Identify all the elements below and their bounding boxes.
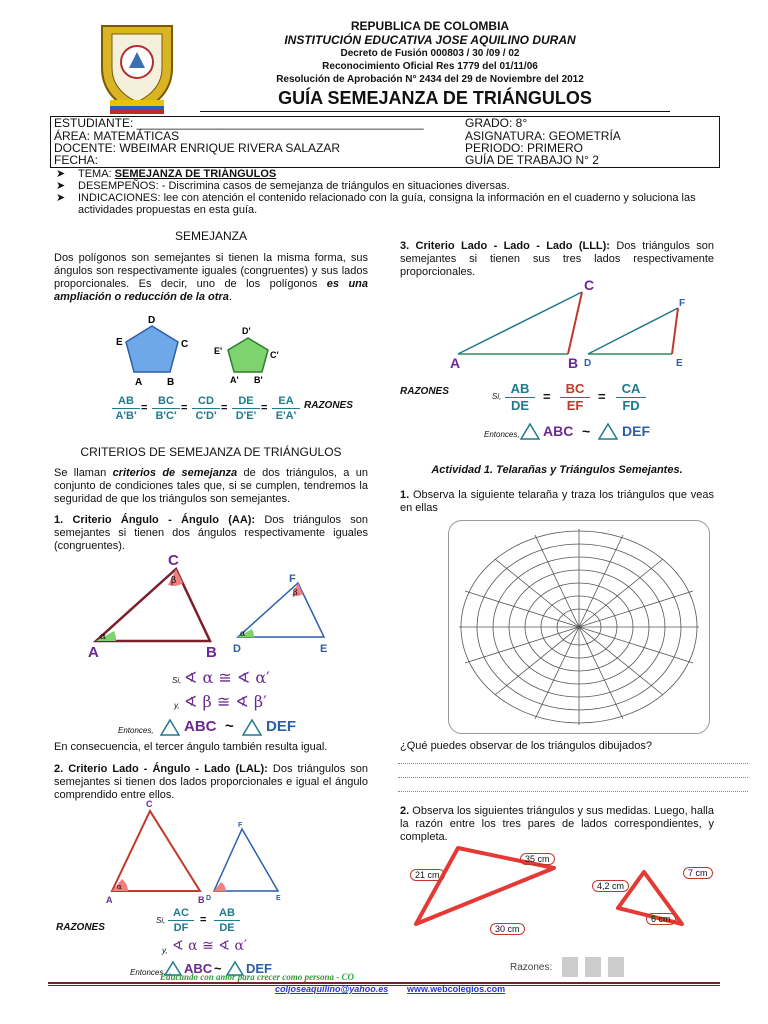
lal-ratio-ab: $\frac{AB}{DE}$: [214, 906, 240, 935]
ratios-label: Razones:: [510, 962, 553, 973]
svg-text:E: E: [276, 895, 281, 902]
page-title: GUÍA SEMEJANZA DE TRIÁNGULOS: [278, 88, 592, 108]
svg-text:C: C: [181, 339, 189, 350]
ratio-blank-2[interactable]: [585, 957, 601, 977]
svg-text:F: F: [289, 573, 296, 585]
semejanza-heading: SEMEJANZA: [174, 229, 247, 243]
lal-criterion-paragraph: 2. Criterio Lado - Ángulo - Lado (LAL): Dos triángulos son semejantes si tienen dos lados proporcionales e igual el ángulo comprendido entre ellos.: [54, 763, 368, 801]
svg-text:B': B': [254, 375, 263, 385]
lll-triangles-figure: [448, 276, 698, 370]
period-label: PERIODO: PRIMERO: [465, 141, 584, 155]
aa-consequence: En consecuencia, el tercer ángulo también resulta igual.: [54, 741, 328, 753]
ratio-cd: $\frac{CD}{C'D'}$: [192, 394, 220, 423]
question-1: 1. Observa la siguiente telaraña y traza los triángulos que veas en ellas: [400, 489, 714, 514]
ratio-blank-1[interactable]: [562, 957, 578, 977]
svg-text:E': E': [214, 346, 223, 356]
bullet-arrow-icon: ➤: [56, 192, 66, 204]
footer-web-link[interactable]: www.webcolegios.com: [407, 984, 506, 994]
measured-triangles-figure: [404, 842, 724, 940]
svg-text:E: E: [320, 643, 328, 655]
svg-text:A': A': [230, 375, 239, 385]
svg-text:F: F: [679, 298, 686, 309]
criterios-heading: CRITERIOS DE SEMEJANZA DE TRIÁNGULOS: [80, 445, 342, 459]
svg-text:C': C': [270, 350, 279, 360]
svg-text:α: α: [240, 629, 246, 638]
area-label: ÁREA: MATEMÁTICAS: [54, 129, 180, 143]
lal-triangles-figure: [100, 799, 300, 904]
svg-text:β: β: [171, 576, 177, 586]
measure-35cm: 35 cm: [520, 853, 555, 865]
svg-text:A: A: [106, 895, 113, 904]
aa-criterion-paragraph: 1. Criterio Ángulo - Ángulo (AA): Dos triángulos son semejantes si tienen dos ángulos respectivamente iguales (congruentes).: [54, 514, 368, 552]
svg-text:B: B: [568, 355, 579, 370]
svg-text:E: E: [116, 337, 123, 348]
student-name-field[interactable]: ESTUDIANTE: ___________________________________________: [54, 116, 424, 130]
lal-ratio-ac: $\frac{AC}{DF}$: [168, 906, 194, 935]
measure-7cm: 7 cm: [683, 867, 713, 879]
date-field[interactable]: FECHA:: [54, 153, 99, 167]
ratio-blank-3[interactable]: [608, 957, 624, 977]
semejanza-paragraph: Dos polígonos son semejantes si tienen la misma forma, sus ángulos son respectivamente iguales (congruentes) y sus lados proporcionales. Es decir, uno de los polígonos es una ampliación o reducción de la otra.: [54, 252, 368, 303]
answer-line[interactable]: [398, 777, 748, 778]
lll-ratio-bc: $\frac{BC}{EF}$: [560, 381, 590, 414]
lll-ratio-ab: $\frac{AB}{DE}$: [505, 381, 535, 414]
svg-text:β: β: [293, 588, 298, 597]
header-country: REPUBLICA DE COLOMBIA: [350, 19, 510, 33]
svg-text:D': D': [242, 326, 251, 336]
footer-email-link[interactable]: coljoseaquilino@yahoo.es: [275, 984, 389, 994]
criterios-paragraph: Se llaman criterios de semejanza de dos triángulos, a un conjunto de condiciones tales que, si se cumplen, tendremos la seguridad de que los triángulos son semejantes.: [54, 467, 368, 505]
ratio-ea: $\frac{EA}{E'A'}$: [272, 394, 300, 423]
aa-triangles-figure: [88, 553, 338, 661]
svg-text:C: C: [168, 553, 179, 569]
bullet-arrow-icon: ➤: [56, 180, 66, 192]
header-institution: INSTITUCIÓN EDUCATIVA JOSE AQUILINO DURAN: [284, 33, 576, 47]
svg-text:C: C: [146, 799, 153, 809]
lal-condition-alpha: ∢ α ≅ ∢ α′: [172, 938, 248, 954]
measure-4-2cm: 4,2 cm: [592, 880, 629, 892]
triangle-icon: [598, 422, 618, 445]
triangle-icon: [520, 422, 540, 445]
bullet-arrow-icon: ➤: [56, 168, 66, 180]
svg-text:F: F: [238, 822, 243, 829]
svg-text:A: A: [450, 355, 461, 370]
measure-21cm: 21 cm: [410, 869, 445, 881]
guide-number-label: GUÍA DE TRABAJO N° 2: [465, 153, 599, 167]
razones-label: RAZONES: [304, 400, 353, 411]
svg-text:A: A: [135, 377, 143, 388]
title-underline: [200, 111, 670, 112]
lll-criterion-paragraph: 3. Criterio Lado - Lado - Lado (LLL): Dos triángulos son semejantes si tienen sus tres lados respectivamente proporcionales.: [400, 240, 714, 278]
answer-line[interactable]: [398, 791, 748, 792]
header-decree: Decreto de Fusión 000803 / 30 /09 / 02: [340, 48, 520, 59]
svg-text:B: B: [198, 895, 205, 904]
triangle-icon: [242, 718, 262, 741]
teacher-label: DOCENTE: WBEIMAR ENRIQUE RIVERA SALAZAR: [54, 141, 341, 155]
lll-razones-label: RAZONES: [400, 386, 449, 397]
question-1-prompt: ¿Qué puedes observar de los triángulos dibujados?: [400, 740, 652, 752]
topic-line: TEMA: SEMEJANZA DE TRIÁNGULOS: [78, 168, 277, 180]
triangle-abc: ABC: [184, 718, 217, 735]
performance-line: DESEMPEÑOS: - Discrimina casos de semejanza de triángulos en situaciones diversas.: [78, 180, 510, 192]
answer-line[interactable]: [398, 763, 748, 764]
svg-text:D: D: [584, 358, 592, 369]
school-crest: [92, 18, 182, 118]
footer-slogan: Educando con amor para crecer como persona - CO: [160, 972, 354, 982]
pentagons-figure: [110, 312, 310, 392]
svg-text:B: B: [206, 644, 217, 661]
aa-condition-alpha: ∢ α ≅ ∢ α′: [184, 668, 270, 687]
ratio-ab: $\frac{AB}{A'B'}$: [112, 394, 140, 423]
svg-text:E: E: [676, 358, 683, 369]
spider-web-figure: [448, 520, 710, 734]
label-D: D: [148, 315, 156, 326]
instructions-line: INDICACIONES: lee con atención el contenido relacionado con la guía, consigna la información en el cuaderno y soluciona las actividades propuestas en esta guía.: [78, 192, 696, 216]
ratio-de: $\frac{DE}{D'E'}$: [232, 394, 260, 423]
svg-text:α: α: [100, 632, 107, 642]
svg-text:D: D: [206, 895, 212, 902]
svg-text:C: C: [584, 277, 595, 293]
header-recognition: Reconocimiento Oficial Res 1779 del 01/11/06: [322, 61, 538, 72]
triangle-def: DEF: [266, 718, 296, 735]
triangle-icon: [160, 718, 180, 741]
lll-ratio-ca: $\frac{CA}{FD}$: [616, 381, 646, 414]
svg-text:A: A: [88, 644, 99, 661]
ratio-bc: $\frac{BC}{B'C'}$: [152, 394, 180, 423]
svg-text:α: α: [117, 883, 122, 891]
lal-razones-label: RAZONES: [56, 922, 105, 933]
measure-6cm: 6 cm: [646, 913, 676, 925]
measure-30cm: 30 cm: [490, 923, 525, 935]
aa-condition-beta: ∢ β ≅ ∢ β′: [184, 692, 267, 711]
svg-text:D: D: [233, 643, 241, 655]
svg-text:B: B: [167, 377, 175, 388]
activity-title: Actividad 1. Telarañas y Triángulos Semejantes.: [431, 464, 683, 476]
header-resolution: Resolución de Aprobación N° 2434 del 29 de Noviembre del 2012: [276, 74, 584, 85]
question-2: 2. Observa los siguientes triángulos y sus medidas. Luego, halla la razón entre los tres pares de lados correspondientes, y completa.: [400, 805, 714, 843]
subject-label: ASIGNATURA: GEOMETRÍA: [465, 129, 621, 143]
grade-label: GRADO: 8°: [465, 116, 528, 130]
